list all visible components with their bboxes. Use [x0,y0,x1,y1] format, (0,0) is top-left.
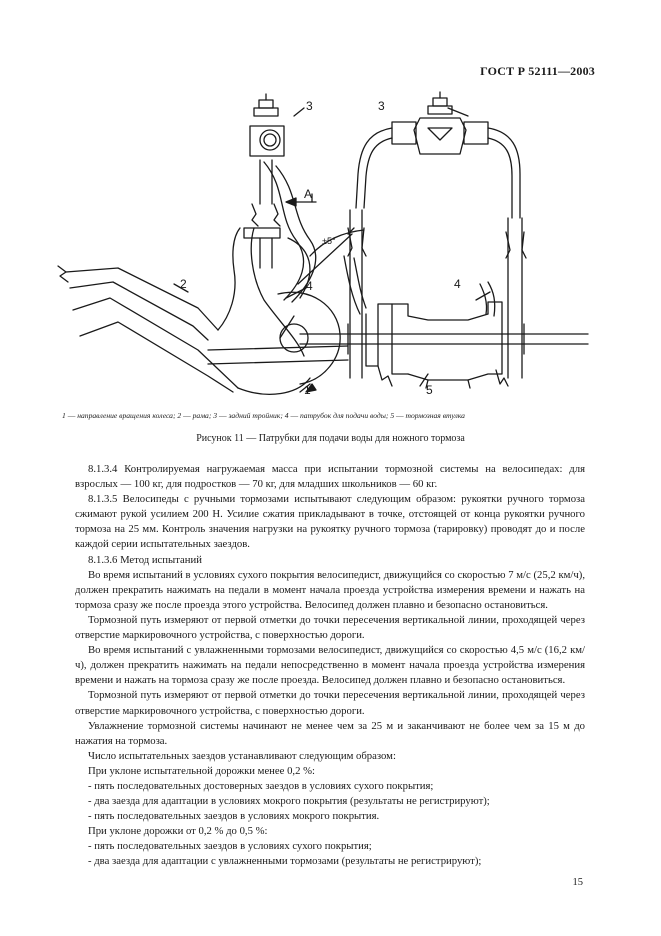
legend-item-2: 2 — рама; [177,411,212,420]
body-text [75,462,585,870]
legend-item-4: 4 — патрубок для подачи воды; [284,411,389,420]
paragraph-8-1-3-4: 8.1.3.4 Контролируемая нагружаемая масса при испытании тормозной системы на велосипедах: для взрослых — 100 кг, для подростков — 70 кг, для младших школьников — 60 кг. [75,463,585,491]
legend-item-1: 1 — направление вращения колеса; [62,411,176,420]
callout-5: 5 [426,383,433,397]
callout-3-right: 3 [378,99,385,113]
paragraph-distance-wet: Тормозной путь измеряют от первой отметки до точки пересечения вертикальной линии, проходящей через отверстие маркировочного устройства, с поверхностью дороги. [75,689,585,717]
paragraph-slope-mid: При уклоне дорожки от 0,2 % до 0,5 %: [88,825,268,838]
right-fork [480,218,526,378]
technical-drawing [48,88,608,408]
standard-header: ГОСТ Р 52111—2003 [480,64,595,78]
brake-hub [300,302,588,388]
list-item: - пять последовательных заездов в условиях сухого покрытия; [88,840,372,853]
legend-item-3: 3 — задний тройник; [213,411,283,420]
brake-water-nozzle-figure [48,88,608,408]
paragraph-distance-dry: Тормозной путь измеряют от первой отметки до точки пересечения вертикальной линии, проходящей через отверстие маркировочного устройства, с поверхностью дороги. [75,613,585,642]
figure-legend [62,411,602,420]
view-label: A [304,187,313,201]
paragraph-8-1-3-5: 8.1.3.5 Велосипеды с ручными тормозами испытывают следующим образом: рукоятки ручного тормоза сжимают рукой усилием 200 Н. Усилие сжатия прикладывают в точке, отстоящей от конца рукоятки ручного тормоза на 25 мм. Контроль значения нагрузки на рукоятку ручного тормоза (тарировку) проводят до и после каждой серии испытательных заездов. [75,493,585,551]
paragraph-wet-test: Во время испытаний с увлажненными тормозами велосипедист, движущийся со скоростью 4,5 м/с (16,2 км/ч), должен прекратить нажимать на педали непосредственно в момент начала проезда устройства измерения времени и нажать на тормоза сразу же после проезда. Велосипед должен плавно и безопасно остановиться. [75,644,585,687]
callout-4-right: 4 [454,277,461,291]
paragraph-run-count: Число испытательных заездов устанавливают следующим образом: [88,749,396,762]
dropout [278,292,340,384]
paragraph-dry-test: Во время испытаний в условиях сухого покрытия велосипедист, движущийся со скоростью 7 м/с (25,2 км/ч), должен прекратить нажимать на педали в момент начала проезда устройства измерения времени и нажать на тормоза сразу же после проезда этого устройства. Велосипед должен плавно и безопасно остановиться. [75,568,585,611]
list-item: - пять последовательных заездов в условиях мокрого покрытия. [88,810,380,823]
figure-caption: Рисунок 11 — Патрубки для подачи воды для ножного тормоза [196,433,465,444]
list-item: - пять последовательных достоверных заездов в условиях сухого покрытия; [88,779,434,792]
list-item: - два заезда для адаптации в условиях мокрого покрытия (результаты не регистрируют); [88,795,490,808]
callout-3-left: 3 [306,99,313,113]
frame-tubes [58,228,348,394]
callout-1: 1 [304,383,311,397]
angle-label: ±5° [322,236,336,246]
paragraph-8-1-3-6: 8.1.3.6 Метод испытаний [88,553,202,566]
list-item: - два заезда для адаптации с увлажненными тормозами (результаты не регистрируют); [88,855,482,868]
callout-4-left: 4 [306,279,313,293]
paragraph-wetting: Увлажнение тормозной системы начинают не менее чем за 25 м и заканчивают не более чем за 15 м до нажатия на тормоза. [75,719,585,747]
page-number: 15 [572,877,583,888]
paragraph-slope-low: При уклоне испытательной дорожки менее 0,2 %: [88,764,315,777]
callout-2: 2 [180,277,187,291]
left-fork [344,210,366,378]
legend-item-5: 5 — тормозная втулка [390,411,465,420]
